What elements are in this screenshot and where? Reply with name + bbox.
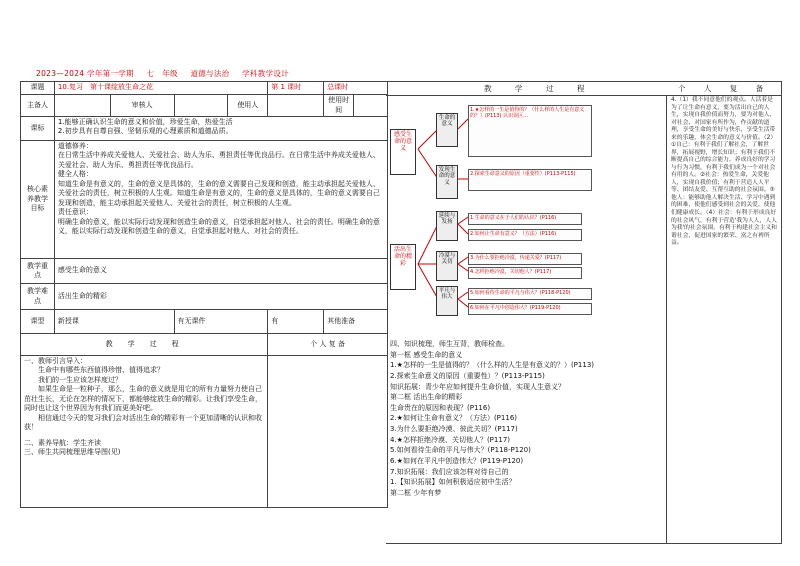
- literacy-value: 道德修养： 在日常生活中养成关爱他人、关爱社会、助人为乐、勇担责任等优良品行。在日常生活中养成关爱他人、关爱社会、助人为乐、勇担责任等优良品行。 健全人格： 知道生命是有意义的，生命的意义是具体的，生命的意义需要自己发现和创造，能主动承担起关爱他人、关爱社会的责任，树立积极的人生观。知道生命是有意义的，生命的意义是具体的，生命的意义需要自己发现和创造，能主动承担起关爱他人、关爱社会的责任，树立积极的人生观。 责任意识： 明确生命的意义，能以实际行动发现和创造生命的意义，自觉承担起对他人、社会的责任。明确生命的意义，能以实际行动发现和创造生命的意义，自觉承担起对他人、对社会的责任。: [54, 141, 387, 259]
- user-label: 使用人: [228, 95, 268, 117]
- courseware-label: 有无课件: [174, 310, 268, 334]
- header-doc: 学科教学设计: [242, 69, 289, 78]
- type-value: 新授课: [54, 310, 174, 334]
- group-text-2: 2.探索生命意义的原因（重要性）(P113-P115): [468, 169, 592, 191]
- personal-body: [268, 356, 388, 508]
- group-label-1: 生命的意义: [436, 113, 458, 147]
- group-label-2: 发现生命的意义: [436, 165, 458, 199]
- group-item-4b: 4.怎样拒绝冷漠，关切他人？(P117): [468, 267, 582, 279]
- group-label-5: 平凡与伟大: [436, 286, 458, 316]
- personal-header: 个 人 复 备: [268, 334, 388, 356]
- group-item-5a: 5.如何看待生命的平凡与伟大？(P118-P120): [468, 288, 592, 300]
- use-time-label: 使用时间: [324, 95, 354, 117]
- reviewer-label: 审核人: [110, 95, 174, 117]
- difficult-value: 活出生命的精彩: [54, 284, 387, 310]
- key-value: 感受生命的意义: [54, 259, 387, 284]
- difficult-label: 教学难点: [21, 284, 55, 310]
- period-value: 第 1 课时: [268, 82, 324, 95]
- standards-value: 1.能够正确认识生命的意义和价值，珍爱生命，热爱生活 2.初步具有自尊自强、坚韧乐观的心理素质和道德品质。: [54, 117, 387, 141]
- right-personal-label: 个 人 复 备: [678, 84, 772, 93]
- courseware-value: 有: [268, 310, 324, 334]
- reviewer-value: [174, 95, 228, 117]
- group-text-1: 1.★怎样的一生是值得的？（什么样的人生是有意义的？）(P113) 认识误区…: [468, 105, 592, 157]
- right-body: [386, 95, 782, 544]
- header-grade: 七 年级: [146, 69, 178, 78]
- key-label: 教学重点: [21, 259, 55, 284]
- header-year: 2023—2024 学年第一学期: [36, 69, 134, 78]
- host-label: 主备人: [21, 95, 55, 117]
- standards-label: 课标: [21, 117, 55, 141]
- type-label: 课型: [21, 310, 55, 334]
- use-time-value: [354, 95, 388, 117]
- right-process-label: 教 学 过 程: [484, 84, 593, 93]
- group-item-4a: 3.为什么要拒绝冷漠，传递关爱？(P117): [468, 253, 582, 265]
- column-divider: [666, 95, 667, 543]
- right-header: [386, 81, 782, 96]
- host-value: [54, 95, 110, 117]
- mind-map-branch-1: 感受生命的意义: [390, 129, 416, 175]
- mind-map-branch-2: 活出生命的精彩: [390, 244, 416, 290]
- group-label-3: 延续与发扬: [436, 211, 458, 241]
- topic-value: 10.复习 第十课绽放生命之花: [54, 82, 267, 95]
- lesson-table: [20, 81, 388, 508]
- process-header: 教 学 过 程: [21, 334, 268, 356]
- header-subject: 道德与法治: [190, 69, 230, 78]
- group-item-3b: 2.如何让生命有意义？（方法）(P116): [468, 229, 582, 241]
- group-item-5b: 6.如何在平凡中创造伟大？(P119-P120): [468, 303, 592, 315]
- total-label: 总课时: [324, 82, 388, 95]
- personal-notes: 4.（1）我不同意他们的观点。人活着是为了让生命有意义，要为活出自己的人生，实现自我价值而努力，要为对他人、对社会、对国家有所作为，作贡献的道理，享受生命的美好与快乐，享受生活带来的乐趣，体会生命的意义与价值。（2）①自己：有利于我们了解社会，了解世界，拓展视野，增长知识；有利于我们不断提高自己的综合能力，养成良好的学习与行为习惯，有利于我们成为一个对社会有用的人。②社会：热爱生命，关爱他人，实现自我价值；有利于营造人人平等、团结友爱、互帮互助的社会氛围。③他人：能够助他人解决生活、学习中遇到的困难，使他们感受到社会的关爱，使他们健康成长。（4）社会：有利于形成良好的社会风气，有利于营造'我为人人，人人为我'的社会氛围，有利于构建社会主义和谐社会，促进国家的繁荣、富之有裨所益。: [671, 97, 777, 247]
- process-body: 一、教师引言导入： 生命中有哪些东西值得珍惜、值得追求？ 我们的一生应该怎样度过？ 如果生命是一粒种子，那么，生命的意义就是用它的所有力量努力使自己茁壮生长，无论在怎样的情况下，都能够绽放生命的精彩。让我们享受生命，同时也让这个世界因为有我们而更美好吧。 相信通过今天的复习我们会对活出生命的精彩有一个更加清晰的认识和收获！ 二、素养导航：学生齐读 三、师生共同梳理思维导图(见): [21, 356, 268, 508]
- user-value: [268, 95, 324, 117]
- other-label: 其他准备: [324, 310, 388, 334]
- group-item-3a: 1.生命的意义在于人们的认识？(P116): [468, 213, 582, 225]
- mind-map: [390, 99, 662, 333]
- literacy-label: 核心素养教学目标: [21, 141, 55, 259]
- topic-label: 课题: [21, 82, 55, 95]
- review-content: 四、知识梳理，师生互背，教师检查。 第一框 感受生命的意义 1.★怎样的一生是值得的？（什么样的人生是有意义的？）(P113) 2.探索生命意义的原因（重要性）？(P113-P115) 知识拓展：青少年应如何提升生命价值，实现人生意义？ 第二框 活出生命的精彩 生命贵在的原因和表现？(P116) 2.★如何让生命有意义？（方法）(P116) 3.为什么要拒绝冷漠、彼此关切？(P117) 4.★怎样拒绝冷漠、关切他人？(P117) 5.如何看待生命的平凡与伟大？(P118-P120) 6.★如何在平凡中创造伟大？(P119-P120) 7.知识拓展：我们应该怎样对待自己的 1.【知识拓展】如何积极适应初中生活？ 第二框 少年有梦: [390, 340, 594, 497]
- group-label-4: 冷漠与关切: [436, 251, 458, 281]
- doc-header: [36, 68, 299, 79]
